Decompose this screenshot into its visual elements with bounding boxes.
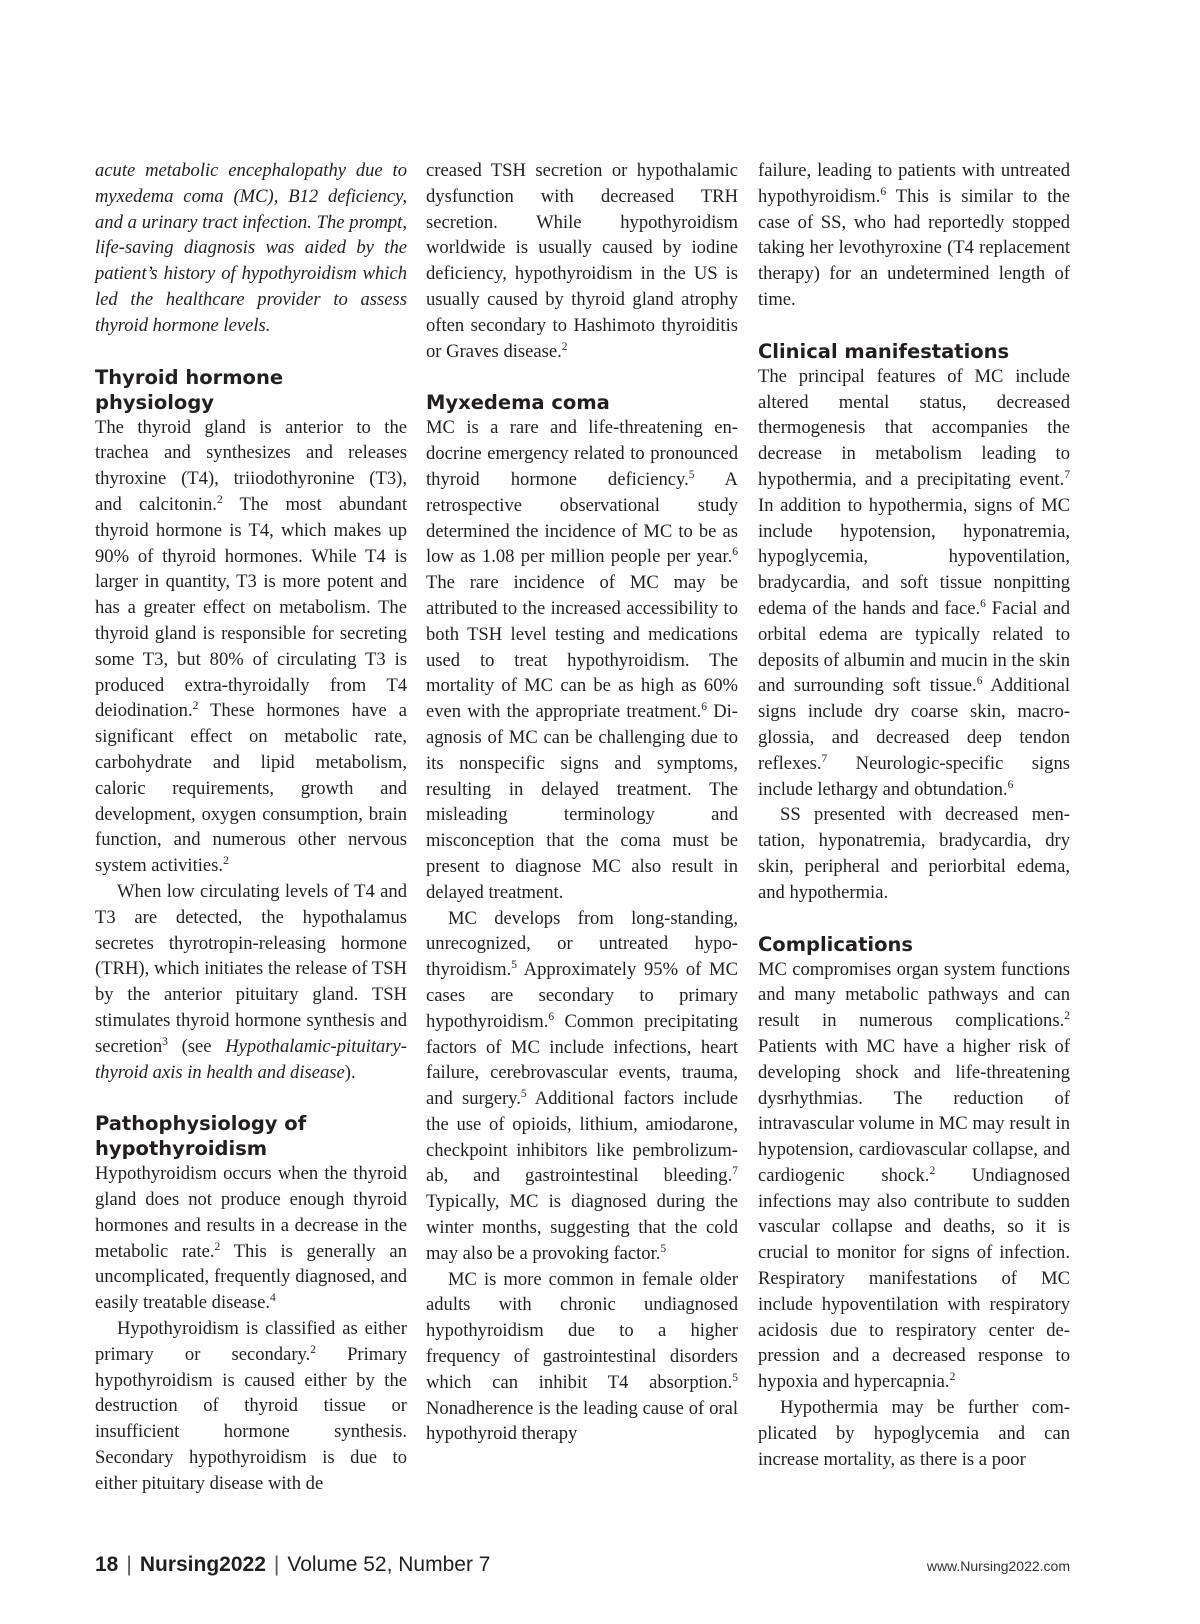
paragraph: failure, leading to patients with untreated hypothyroidism.$^6$ This is similar to the case of SS, who had reportedly stopped taking her levothyroxine (T4 replacement therapy) for an undetermined length of time. [758,160,1070,310]
citation: 4 [270,1292,276,1305]
citation: 5 [688,468,695,481]
paragraph: MC is a rare and life-threatening endocrine emergency related to pronounced thyroid hormone deficiency.$^5$ A retrospective observational study determined the incidence of MC to be as low as 1.08 per million people per year.$^6$ The rare incidence of MC may be attributed to the increased accessibility to both TSH level testing and medications used to treat hypothyroidism. The mortality of MC can be as high as 60% even with the appropriate treatment.$^6$ Diagnosis of MC can be challenging due to its nonspecific signs and symptoms, resulting in delayed treatment. The misleading terminology and misconception that the coma must be present to diagnose MC also result in delayed treatment. [426,417,738,903]
citation: 6 [1007,778,1014,791]
paragraph: The thyroid gland is anterior to the trachea and synthesizes and releases thyroxine (T4), triiodothyronine (T3), and calcitonin.$^2$ The most abundant thyroid hormone is T4, which makes up 90% of thyroid hormones. While T4 is larger in quantity, T3 is more potent and has a greater effect on metabolism. The thyroid gland is responsible for secreting some T3, but 80% of circulating T3 is produced extra-thyroidally from T4 deiodination.$^2$ These hormones have a significant effect on metabolic rate, carbohydrate and lipid metabolism, caloric requirements, growth and development, oxygen consumption, brain function, and numerous other nervous system activities.$^2$ [95,416,407,877]
column-1 [95,158,407,1497]
website-url: www.Nursing2022.com [926,1558,1070,1574]
volume-info: Volume 52, Number 7 [287,1553,491,1576]
citation: 7 [1064,468,1070,481]
paragraph: MC compromises organ system functions and many metabolic pathways and can result in numerous complications.$^2$ Patients with MC have a higher risk of developing shock and life-threatening dysrhythmias. The reduction of intravascular volume in MC may result in hypotension, cardiovascular collapse, and cardiogenic shock.$^2$ Undiagnosed infections may also contribute to sudden vascular collapse and deaths, so it is crucial to monitor for signs of infection. Respiratory manifestations of MC include hypoventilation with respiratory acidosis due to respiratory center depression and a decreased response to hypoxia and hypercapnia.$^2$ [758,958,1071,1393]
citation: 7 [821,752,828,765]
citation: 6 [701,701,707,714]
paragraph: MC develops from long-standing, unrecognized, or untreated hypothyroidism.$^5$ Approximately 95% of MC cases are secondary to primary hypothyroidism.$^6$ Common precipitating factors of MC include infections, heart failure, cerebrovascular events, trauma, and surgery.$^5$ Additional factors include the use of opioids, lithium, amiodarone, checkpoint inhibitors like pembrolizumab, and gastrointestinal bleeding.$^7$ Typically, MC is diagnosed during the winter months, suggesting that the cold may also be a provoking factor.$^5$ [426,907,738,1264]
citation: 2 [561,340,568,353]
page-number: 18 [95,1553,119,1576]
paragraph: MC is more common in female older adults with chronic undiagnosed hypothyroidism due to a higher frequency of gastrointestinal disorders which can inhibit T4 absorption.$^5$ Nonadherence is the leading cause of oral hypothyroid therapy [426,1268,738,1445]
paragraph: creased TSH secretion or hypothalamic dysfunction with decreased TRH secretion. While hypothyroidism worldwide is usually caused by iodine deficiency, hypothyroidism in the US is usually caused by thyroid gland atrophy often secondary to Hashimoto thyroiditis or Graves disease.$^2$ [426,160,738,362]
citation: 3 [162,1035,168,1048]
citation: 2 [310,1343,317,1356]
magazine-name: Nursing2022 [139,1553,266,1576]
page-footer [95,1553,1070,1583]
citation: 2 [223,855,229,868]
footer-separator: | [126,1553,132,1576]
figure-reference: Hypothalamic-pituitary-thyroid axis in health and disease [95,1035,407,1083]
citation: 5 [520,1088,527,1101]
footer-left [95,1553,490,1577]
citation: 2 [214,1240,221,1253]
heading-complications: Complications [758,932,913,956]
citation: 7 [732,1165,738,1178]
citation: 5 [732,1371,738,1384]
paragraph: Hypothyroidism occurs when the thyroid gland does not produce enough thyroid hormones and results in a decrease in the metabolic rate.$^2$ This is generally an uncomplicated, frequently diagnosed, and easily treatable disease.$^4$ [95,1163,407,1314]
paragraph: The principal features of MC include altered mental status, decreased thermogenesis that accompanies the decrease in metabolism leading to hypothermia, and a precipitating event.$^7$ In addition to hypothermia, signs of MC include hypotension, hyponatremia, hypoglycemia, hypoventilation, bradycardia, and soft tissue nonpitting edema of the hands and face.$^6$ Facial and orbital edema are typically related to deposits of albumin and mucin in the skin and surrounding soft tissue.$^6$ Additional signs include dry coarse skin, macroglossia, and decreased deep tendon reflexes.$^7$ Neurologic-specific signs include lethargy and obtundation.$^6$ [758,365,1071,800]
column-2 [426,158,738,1447]
citation: 6 [980,597,986,610]
citation: 2 [216,493,223,506]
citation: 2 [949,1371,956,1384]
citation: 2 [929,1164,936,1177]
paragraph: SS presented with decreased mentation, hyponatremia, bradycardia, dry skin, peripheral and periorbital edema, and hypothermia. [758,804,1070,903]
citation: 2 [192,700,199,713]
heading-myxedema-coma: Myxedema coma [426,391,610,415]
heading-pathophysiology: Pathophysiology of hypothyroidism [95,1112,307,1161]
citation: 6 [880,185,887,198]
citation: 5 [511,959,517,972]
footer-separator: | [273,1553,280,1576]
paragraph: Hypothermia may be further complicated by hypoglycemia and can increase mortality, as there is a poor [758,1397,1070,1470]
citation: 5 [660,1242,667,1255]
citation: 6 [548,1010,555,1023]
column-3 [758,158,1070,1472]
citation: 2 [1064,1010,1070,1023]
intro-paragraph: acute metabolic encephalopathy due to myxedema coma (MC), B12 deficiency, and a urinary tract infection. The prompt, life-saving diagnosis was aided by the patient’s history of hypothyroidism which led the healthcare provider to assess thyroid hormone levels. [95,160,407,336]
paragraph: Hypothyroidism is classified as either primary or secondary.$^2$ Primary hypothyroidism is caused either by the destruction of thyroid tissue or insufficient hormone synthesis. Secondary hypothyroidism is due to either pituitary disease with de [95,1318,407,1494]
heading-thyroid-hormone-physiology: Thyroid hormone physiology [95,365,284,414]
paragraph: When low circulating levels of T4 and T3 are detected, the hypothalamus secretes thyrotropin-releasing hormone (TRH), which initiates the release of TSH by the anterior pituitary gland. TSH stimulates thyroid hormone synthesis and secretion$^3$ (see Hypothalamic-pituitary-thyroid axis in health and disease). [95,880,407,1083]
heading-clinical-manifestations: Clinical manifestations [758,339,1010,363]
citation: 6 [732,546,738,559]
citation: 6 [976,675,983,688]
